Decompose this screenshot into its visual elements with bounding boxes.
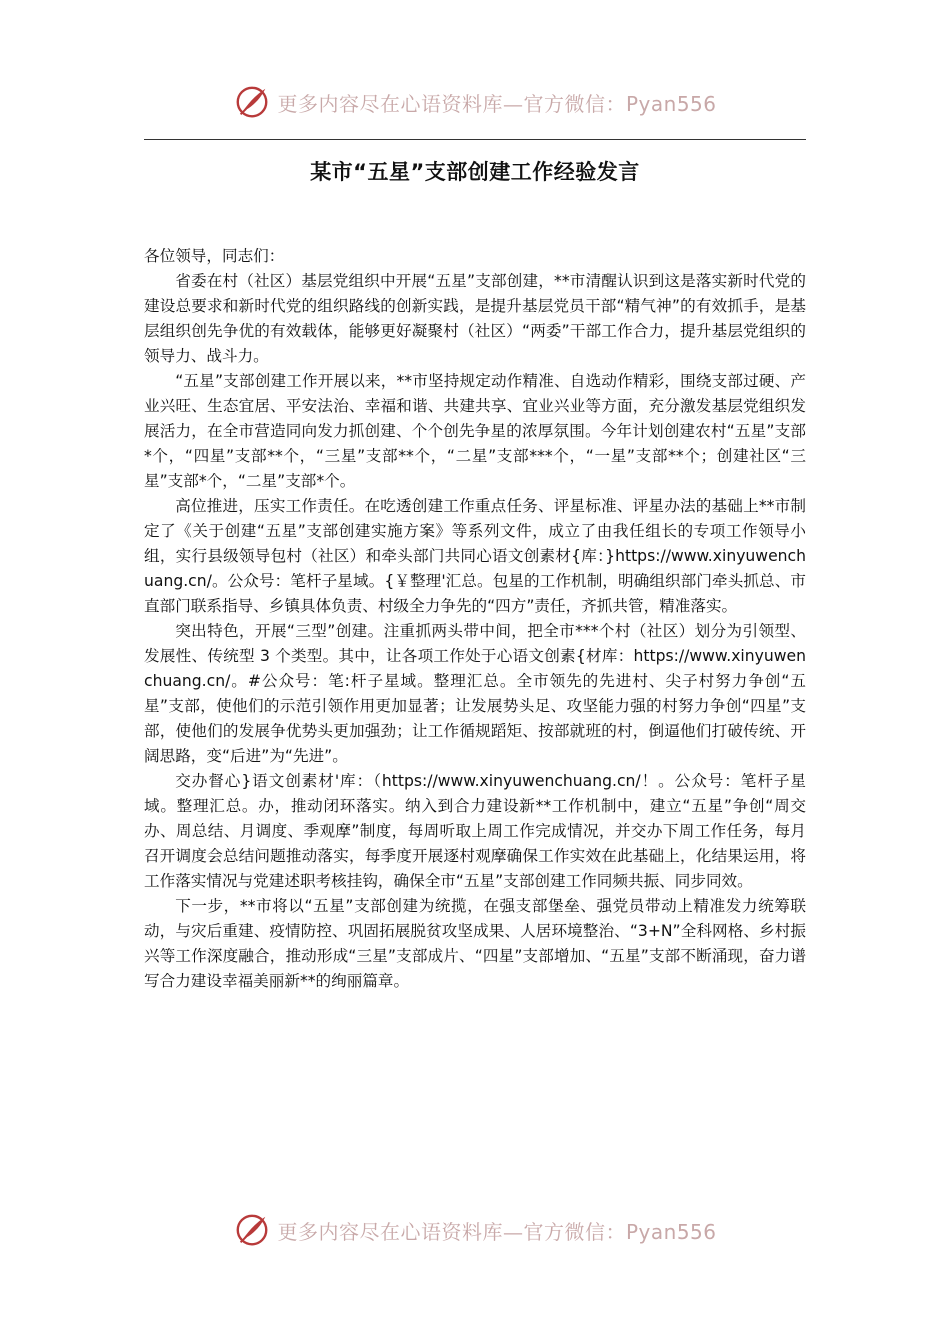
document-title: 某市“五星”支部创建工作经验发言	[310, 160, 640, 184]
header-banner	[0, 80, 950, 124]
banner-text: 更多内容尽在心语资料库—官方微信：Pyan556	[277, 1219, 717, 1244]
banner-text: 更多内容尽在心语资料库—官方微信：Pyan556	[277, 91, 717, 116]
salutation: 各位领导，同志们：	[144, 247, 285, 265]
paragraph: 高位推进，压实工作责任。在吃透创建工作重点任务、评星标准、评星办法的基础上**市制定了《关于创建“五星”支部创建实施方案》等系列文件，成立了由我任组长的专项工作领导小组，实行县级领导包村（社区）和牵头部门共同心语文创素材{库：}https://www.xinyuwenchuang.cn/。公众号：笔杆子星域。{￥整理'汇总。包星的工作机制，明确组织部门牵头抓总、市直部门联系指导、乡镇具体负责、村级全力争先的“四方”责任，齐抓共管，精准落实。	[144, 497, 806, 615]
quill-logo-icon	[233, 83, 271, 121]
paragraph: 下一步，**市将以“五星”支部创建为统揽，在强支部堡垒、强党员带动上精准发力统筹联动，与灾后重建、疫情防控、巩固拓展脱贫攻坚成果、人居环境整治、“3+N”全科网格、乡村振兴等工作深度融合，推动形成“三星”支部成片、“四星”支部增加、“五星”支部不断涌现，奋力谱写合力建设幸福美丽新**的绚丽篇章。	[144, 897, 806, 990]
paragraph: “五星”支部创建工作开展以来，**市坚持规定动作精准、自选动作精彩，围绕支部过硬、产业兴旺、生态宜居、平安法治、幸福和谐、共建共享、宜业兴业等方面，充分激发基层党组织发展活力，在全市营造同向发力抓创建、个个创先争星的浓厚氛围。今年计划创建农村“五星”支部*个，“四星”支部**个，“三星”支部**个，“二星”支部***个，“一星”支部**个；创建社区“三星”支部*个，“二星”支部*个。	[144, 372, 806, 490]
paragraph: 交办督心}语文创素材'库：（https://www.xinyuwenchuang.cn/！。公众号：笔杆子星域。整理汇总。办，推动闭环落实。纳入到合力建设新**工作机制中，建立“五星”争创“周交办、周总结、月调度、季观摩”制度，每周听取上周工作完成情况，并交办下周工作任务，每月召开调度会总结问题推动落实，每季度开展逐村观摩确保工作实效在此基础上，化结果运用，将工作落实情况与党建述职考核挂钩，确保全市“五星”支部创建工作同频共振、同步同效。	[144, 772, 806, 890]
wechat-id: Pyan556	[625, 91, 717, 116]
footer-banner	[0, 1208, 950, 1252]
quill-logo-icon	[233, 1211, 271, 1249]
document-body	[144, 244, 806, 994]
paragraph: 省委在村（社区）基层党组织中开展“五星”支部创建，**市清醒认识到这是落实新时代党的建设总要求和新时代党的组织路线的创新实践，是提升基层党员干部“精气神”的有效抓手，是基层组织创先争优的有效载体，能够更好凝聚村（社区）“两委”干部工作合力，提升基层党组织的领导力、战斗力。	[144, 272, 806, 365]
wechat-id: Pyan556	[625, 1219, 717, 1244]
header-rule	[144, 139, 806, 140]
paragraph: 突出特色，开展“三型”创建。注重抓两头带中间，把全市***个村（社区）划分为引领型、发展性、传统型 3 个类型。其中，让各项工作处于心语文创素{材库：https://www.xinyuwenchuang.cn/。#公众号：笔:杆子星域。整理汇总。全市领先的先进村、尖子村努力争创“五星”支部，使他们的示范引领作用更加显著；让发展势头足、攻坚能力强的村努力争创“四星”支部，使他们的发展争优势头更加强劲；让工作循规蹈矩、按部就班的村，倒逼他们打破传统、开阔思路，变“后进”为“先进”。	[144, 622, 806, 765]
